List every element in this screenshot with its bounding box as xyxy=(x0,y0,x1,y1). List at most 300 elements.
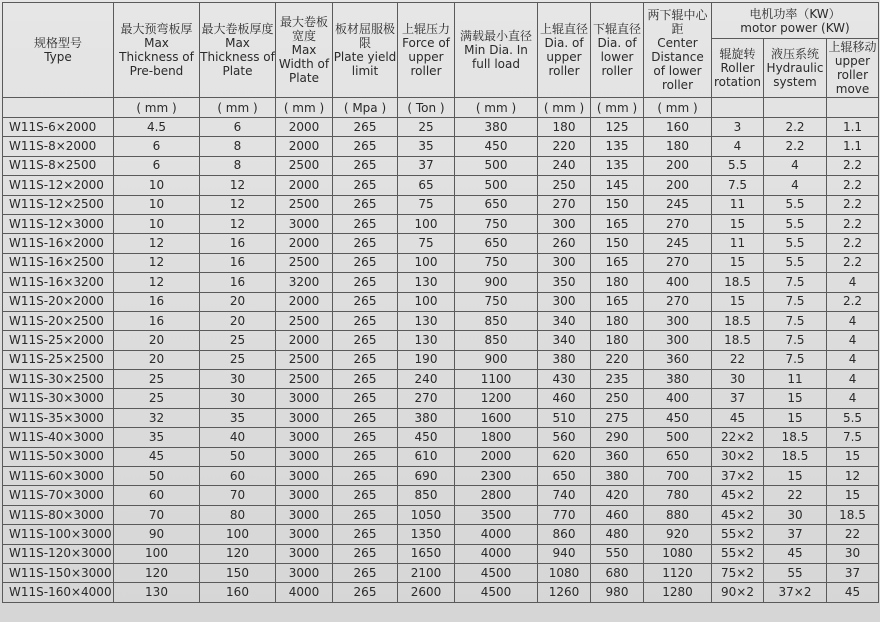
value-cell: 1600 xyxy=(455,408,538,427)
value-cell: 165 xyxy=(591,253,644,272)
value-cell: 2300 xyxy=(455,467,538,486)
value-cell: 650 xyxy=(644,447,712,466)
model-cell: W11S-120×3000 xyxy=(3,544,114,563)
header-cn: 两下辊中心距 xyxy=(647,8,708,36)
value-cell: 380 xyxy=(644,370,712,389)
header-en: Min Dia. In full load xyxy=(464,43,528,71)
value-cell: 1050 xyxy=(398,505,455,524)
model-cell: W11S-70×3000 xyxy=(3,486,114,505)
value-cell: 250 xyxy=(591,389,644,408)
value-cell: 2.2 xyxy=(827,176,879,195)
value-cell: 180 xyxy=(591,331,644,350)
value-cell: 30 xyxy=(200,389,276,408)
header-en: Center Distance of lower roller xyxy=(651,36,704,92)
value-cell: 700 xyxy=(644,467,712,486)
header-cn: 电机功率（KW） xyxy=(749,6,841,21)
value-cell: 30 xyxy=(827,544,879,563)
model-cell: W11S-60×3000 xyxy=(3,467,114,486)
value-cell: 265 xyxy=(333,253,398,272)
header-hydraulic xyxy=(764,39,827,98)
value-cell: 5.5 xyxy=(764,195,827,214)
value-cell: 450 xyxy=(398,428,455,447)
value-cell: 10 xyxy=(114,176,200,195)
value-cell: 32 xyxy=(114,408,200,427)
value-cell: 245 xyxy=(644,195,712,214)
value-cell: 900 xyxy=(455,350,538,369)
value-cell: 250 xyxy=(538,176,591,195)
value-cell: 7.5 xyxy=(712,176,764,195)
value-cell: 15 xyxy=(764,467,827,486)
value-cell: 2.2 xyxy=(827,214,879,233)
model-cell: W11S-8×2500 xyxy=(3,156,114,175)
value-cell: 650 xyxy=(455,234,538,253)
value-cell: 3000 xyxy=(276,408,333,427)
table-row xyxy=(3,408,879,427)
value-cell: 2000 xyxy=(455,447,538,466)
value-cell: 1.1 xyxy=(827,137,879,156)
value-cell: 75 xyxy=(398,195,455,214)
value-cell: 50 xyxy=(200,447,276,466)
value-cell: 265 xyxy=(333,544,398,563)
model-cell: W11S-8×2000 xyxy=(3,137,114,156)
model-cell: W11S-20×2500 xyxy=(3,311,114,330)
value-cell: 240 xyxy=(398,370,455,389)
header-type xyxy=(3,3,114,98)
value-cell: 240 xyxy=(538,156,591,175)
unit-cell: ( mm ) xyxy=(276,98,333,118)
value-cell: 10 xyxy=(114,214,200,233)
value-cell: 45 xyxy=(712,408,764,427)
value-cell: 15 xyxy=(764,408,827,427)
value-cell: 12 xyxy=(200,176,276,195)
value-cell: 18.5 xyxy=(712,273,764,292)
value-cell: 265 xyxy=(333,156,398,175)
value-cell: 100 xyxy=(398,214,455,233)
unit-cell xyxy=(3,98,114,118)
units-row-group xyxy=(3,98,879,118)
value-cell: 265 xyxy=(333,137,398,156)
value-cell: 50 xyxy=(114,467,200,486)
value-cell: 6 xyxy=(114,156,200,175)
unit-cell: ( mm ) xyxy=(591,98,644,118)
value-cell: 100 xyxy=(398,253,455,272)
value-cell: 18.5 xyxy=(764,428,827,447)
value-cell: 135 xyxy=(591,156,644,175)
value-cell: 1800 xyxy=(455,428,538,447)
value-cell: 45×2 xyxy=(712,486,764,505)
value-cell: 380 xyxy=(455,118,538,137)
value-cell: 25 xyxy=(200,350,276,369)
header-en: Max Width of Plate xyxy=(278,43,330,85)
table-row xyxy=(3,350,879,369)
value-cell: 100 xyxy=(398,292,455,311)
value-cell: 850 xyxy=(455,311,538,330)
value-cell: 35 xyxy=(114,428,200,447)
value-cell: 420 xyxy=(591,486,644,505)
value-cell: 30 xyxy=(764,505,827,524)
value-cell: 265 xyxy=(333,563,398,582)
value-cell: 380 xyxy=(398,408,455,427)
header-en: Force of upper roller xyxy=(402,36,450,78)
value-cell: 300 xyxy=(644,331,712,350)
value-cell: 22×2 xyxy=(712,428,764,447)
header-cn: 上辊压力 xyxy=(401,22,450,36)
value-cell: 25 xyxy=(200,331,276,350)
unit-cell: ( Mpa ) xyxy=(333,98,398,118)
value-cell: 2500 xyxy=(276,311,333,330)
value-cell: 940 xyxy=(538,544,591,563)
table-body xyxy=(3,118,879,603)
value-cell: 130 xyxy=(398,311,455,330)
model-cell: W11S-16×3200 xyxy=(3,273,114,292)
model-cell: W11S-12×2500 xyxy=(3,195,114,214)
value-cell: 22 xyxy=(827,525,879,544)
value-cell: 480 xyxy=(591,525,644,544)
table-row xyxy=(3,137,879,156)
value-cell: 5.5 xyxy=(764,234,827,253)
value-cell: 130 xyxy=(398,331,455,350)
value-cell: 265 xyxy=(333,176,398,195)
value-cell: 12 xyxy=(827,467,879,486)
value-cell: 265 xyxy=(333,447,398,466)
value-cell: 2500 xyxy=(276,253,333,272)
value-cell: 60 xyxy=(114,486,200,505)
value-cell: 75×2 xyxy=(712,563,764,582)
value-cell: 4 xyxy=(827,370,879,389)
table-row xyxy=(3,505,879,524)
value-cell: 2000 xyxy=(276,118,333,137)
value-cell: 380 xyxy=(591,467,644,486)
value-cell: 4 xyxy=(712,137,764,156)
table-row xyxy=(3,156,879,175)
value-cell: 15 xyxy=(764,389,827,408)
value-cell: 2000 xyxy=(276,292,333,311)
value-cell: 265 xyxy=(333,389,398,408)
value-cell: 880 xyxy=(644,505,712,524)
header-cn: 满载最小直径 xyxy=(459,29,532,43)
value-cell: 20 xyxy=(114,331,200,350)
value-cell: 220 xyxy=(538,137,591,156)
value-cell: 4000 xyxy=(276,583,333,602)
header-motor-power xyxy=(712,3,879,39)
table-row xyxy=(3,118,879,137)
value-cell: 265 xyxy=(333,486,398,505)
value-cell: 300 xyxy=(538,292,591,311)
table-row xyxy=(3,292,879,311)
value-cell: 2000 xyxy=(276,176,333,195)
value-cell: 3500 xyxy=(455,505,538,524)
header-cn: 板材屈服极限 xyxy=(334,22,395,50)
table-header xyxy=(3,3,879,98)
spec-table xyxy=(2,2,879,603)
value-cell: 4 xyxy=(827,273,879,292)
value-cell: 265 xyxy=(333,467,398,486)
value-cell: 3000 xyxy=(276,447,333,466)
value-cell: 70 xyxy=(200,486,276,505)
value-cell: 16 xyxy=(200,234,276,253)
value-cell: 2.2 xyxy=(827,195,879,214)
unit-cell xyxy=(712,98,764,118)
value-cell: 3000 xyxy=(276,486,333,505)
value-cell: 160 xyxy=(200,583,276,602)
value-cell: 37 xyxy=(827,563,879,582)
value-cell: 3200 xyxy=(276,273,333,292)
value-cell: 500 xyxy=(644,428,712,447)
value-cell: 18.5 xyxy=(712,311,764,330)
model-cell: W11S-100×3000 xyxy=(3,525,114,544)
value-cell: 265 xyxy=(333,234,398,253)
value-cell: 380 xyxy=(538,350,591,369)
value-cell: 2100 xyxy=(398,563,455,582)
value-cell: 7.5 xyxy=(827,428,879,447)
table-row xyxy=(3,447,879,466)
value-cell: 2000 xyxy=(276,137,333,156)
value-cell: 125 xyxy=(591,118,644,137)
value-cell: 120 xyxy=(200,544,276,563)
value-cell: 265 xyxy=(333,195,398,214)
value-cell: 610 xyxy=(398,447,455,466)
value-cell: 270 xyxy=(644,292,712,311)
value-cell: 3000 xyxy=(276,544,333,563)
table-row xyxy=(3,176,879,195)
header-max-thickness-prebend xyxy=(114,3,200,98)
value-cell: 7.5 xyxy=(764,311,827,330)
model-cell: W11S-25×2000 xyxy=(3,331,114,350)
value-cell: 6 xyxy=(200,118,276,137)
value-cell: 20 xyxy=(200,292,276,311)
value-cell: 15 xyxy=(712,292,764,311)
value-cell: 265 xyxy=(333,331,398,350)
header-upper-move xyxy=(827,39,879,98)
value-cell: 460 xyxy=(538,389,591,408)
value-cell: 180 xyxy=(538,118,591,137)
header-center-distance xyxy=(644,3,712,98)
value-cell: 5.5 xyxy=(712,156,764,175)
value-cell: 37 xyxy=(764,525,827,544)
value-cell: 650 xyxy=(455,195,538,214)
value-cell: 4 xyxy=(764,156,827,175)
value-cell: 100 xyxy=(114,544,200,563)
value-cell: 690 xyxy=(398,467,455,486)
value-cell: 7.5 xyxy=(764,350,827,369)
value-cell: 4 xyxy=(827,311,879,330)
value-cell: 265 xyxy=(333,370,398,389)
units-row xyxy=(3,98,879,118)
value-cell: 8 xyxy=(200,137,276,156)
value-cell: 45 xyxy=(114,447,200,466)
value-cell: 920 xyxy=(644,525,712,544)
value-cell: 780 xyxy=(644,486,712,505)
table-row xyxy=(3,370,879,389)
table-row xyxy=(3,525,879,544)
value-cell: 4500 xyxy=(455,583,538,602)
value-cell: 245 xyxy=(644,234,712,253)
value-cell: 45 xyxy=(827,583,879,602)
value-cell: 8 xyxy=(200,156,276,175)
header-min-dia xyxy=(455,3,538,98)
value-cell: 265 xyxy=(333,273,398,292)
value-cell: 300 xyxy=(538,253,591,272)
value-cell: 2000 xyxy=(276,234,333,253)
value-cell: 35 xyxy=(398,137,455,156)
header-force-upper xyxy=(398,3,455,98)
value-cell: 20 xyxy=(200,311,276,330)
value-cell: 11 xyxy=(764,370,827,389)
value-cell: 145 xyxy=(591,176,644,195)
value-cell: 100 xyxy=(200,525,276,544)
value-cell: 160 xyxy=(644,118,712,137)
value-cell: 165 xyxy=(591,214,644,233)
value-cell: 55×2 xyxy=(712,544,764,563)
model-cell: W11S-160×4000 xyxy=(3,583,114,602)
value-cell: 150 xyxy=(591,195,644,214)
value-cell: 37×2 xyxy=(764,583,827,602)
model-cell: W11S-150×3000 xyxy=(3,563,114,582)
value-cell: 37 xyxy=(712,389,764,408)
unit-cell xyxy=(827,98,879,118)
table-row xyxy=(3,467,879,486)
table-row xyxy=(3,583,879,602)
value-cell: 750 xyxy=(455,292,538,311)
value-cell: 2500 xyxy=(276,156,333,175)
value-cell: 235 xyxy=(591,370,644,389)
value-cell: 850 xyxy=(455,331,538,350)
header-cn: 最大预弯板厚 xyxy=(120,22,193,36)
value-cell: 55 xyxy=(764,563,827,582)
value-cell: 7.5 xyxy=(764,273,827,292)
value-cell: 130 xyxy=(398,273,455,292)
value-cell: 20 xyxy=(114,350,200,369)
value-cell: 40 xyxy=(200,428,276,447)
value-cell: 5.5 xyxy=(827,408,879,427)
value-cell: 60 xyxy=(200,467,276,486)
value-cell: 15 xyxy=(827,447,879,466)
header-max-thickness-plate xyxy=(200,3,276,98)
value-cell: 4000 xyxy=(455,544,538,563)
value-cell: 80 xyxy=(200,505,276,524)
table-row xyxy=(3,273,879,292)
value-cell: 135 xyxy=(591,137,644,156)
value-cell: 750 xyxy=(455,214,538,233)
header-dia-lower xyxy=(591,3,644,98)
value-cell: 1650 xyxy=(398,544,455,563)
value-cell: 430 xyxy=(538,370,591,389)
value-cell: 265 xyxy=(333,525,398,544)
value-cell: 12 xyxy=(200,214,276,233)
value-cell: 16 xyxy=(114,292,200,311)
value-cell: 55×2 xyxy=(712,525,764,544)
value-cell: 1.1 xyxy=(827,118,879,137)
model-cell: W11S-35×3000 xyxy=(3,408,114,427)
model-cell: W11S-30×2500 xyxy=(3,370,114,389)
value-cell: 980 xyxy=(591,583,644,602)
value-cell: 75 xyxy=(398,234,455,253)
value-cell: 10 xyxy=(114,195,200,214)
value-cell: 180 xyxy=(591,273,644,292)
header-cn: 液压系统 xyxy=(770,47,819,61)
value-cell: 2500 xyxy=(276,195,333,214)
value-cell: 150 xyxy=(591,234,644,253)
model-cell: W11S-40×3000 xyxy=(3,428,114,447)
value-cell: 3000 xyxy=(276,525,333,544)
value-cell: 37×2 xyxy=(712,467,764,486)
unit-cell: ( mm ) xyxy=(538,98,591,118)
header-dia-upper xyxy=(538,3,591,98)
unit-cell: ( mm ) xyxy=(200,98,276,118)
value-cell: 2.2 xyxy=(827,292,879,311)
value-cell: 2.2 xyxy=(827,234,879,253)
header-type-cn: 规格型号 xyxy=(33,36,82,50)
value-cell: 290 xyxy=(591,428,644,447)
header-en: Hydraulic system xyxy=(766,61,824,89)
model-cell: W11S-16×2500 xyxy=(3,253,114,272)
value-cell: 260 xyxy=(538,234,591,253)
value-cell: 1080 xyxy=(538,563,591,582)
value-cell: 35 xyxy=(200,408,276,427)
table-row xyxy=(3,214,879,233)
value-cell: 1080 xyxy=(644,544,712,563)
value-cell: 750 xyxy=(455,253,538,272)
value-cell: 265 xyxy=(333,214,398,233)
value-cell: 265 xyxy=(333,118,398,137)
model-cell: W11S-12×2000 xyxy=(3,176,114,195)
value-cell: 3000 xyxy=(276,563,333,582)
value-cell: 220 xyxy=(591,350,644,369)
header-cn: 最大卷板厚度 xyxy=(201,22,274,36)
value-cell: 3000 xyxy=(276,214,333,233)
header-en: Dia. of upper roller xyxy=(544,36,584,78)
header-en: Roller rotation xyxy=(713,61,762,89)
header-cn: 上辊直径 xyxy=(539,22,588,36)
value-cell: 360 xyxy=(644,350,712,369)
value-cell: 12 xyxy=(114,273,200,292)
value-cell: 300 xyxy=(644,311,712,330)
value-cell: 12 xyxy=(200,195,276,214)
value-cell: 4.5 xyxy=(114,118,200,137)
value-cell: 90 xyxy=(114,525,200,544)
value-cell: 25 xyxy=(398,118,455,137)
value-cell: 12 xyxy=(114,253,200,272)
value-cell: 265 xyxy=(333,428,398,447)
table-row xyxy=(3,331,879,350)
value-cell: 2800 xyxy=(455,486,538,505)
table-row xyxy=(3,234,879,253)
table-row xyxy=(3,563,879,582)
value-cell: 165 xyxy=(591,292,644,311)
value-cell: 16 xyxy=(200,253,276,272)
value-cell: 900 xyxy=(455,273,538,292)
header-en: Plate yield limit xyxy=(333,50,397,78)
value-cell: 1120 xyxy=(644,563,712,582)
value-cell: 4 xyxy=(827,350,879,369)
value-cell: 7.5 xyxy=(764,331,827,350)
value-cell: 90×2 xyxy=(712,583,764,602)
unit-cell: ( mm ) xyxy=(114,98,200,118)
value-cell: 4500 xyxy=(455,563,538,582)
value-cell: 200 xyxy=(644,156,712,175)
header-yield-limit xyxy=(333,3,398,98)
table-row xyxy=(3,544,879,563)
value-cell: 500 xyxy=(455,156,538,175)
value-cell: 25 xyxy=(114,370,200,389)
value-cell: 360 xyxy=(591,447,644,466)
table-row xyxy=(3,311,879,330)
value-cell: 1350 xyxy=(398,525,455,544)
value-cell: 560 xyxy=(538,428,591,447)
unit-cell xyxy=(764,98,827,118)
header-en: Max Thickness of Pre-bend xyxy=(119,36,194,78)
value-cell: 270 xyxy=(644,214,712,233)
